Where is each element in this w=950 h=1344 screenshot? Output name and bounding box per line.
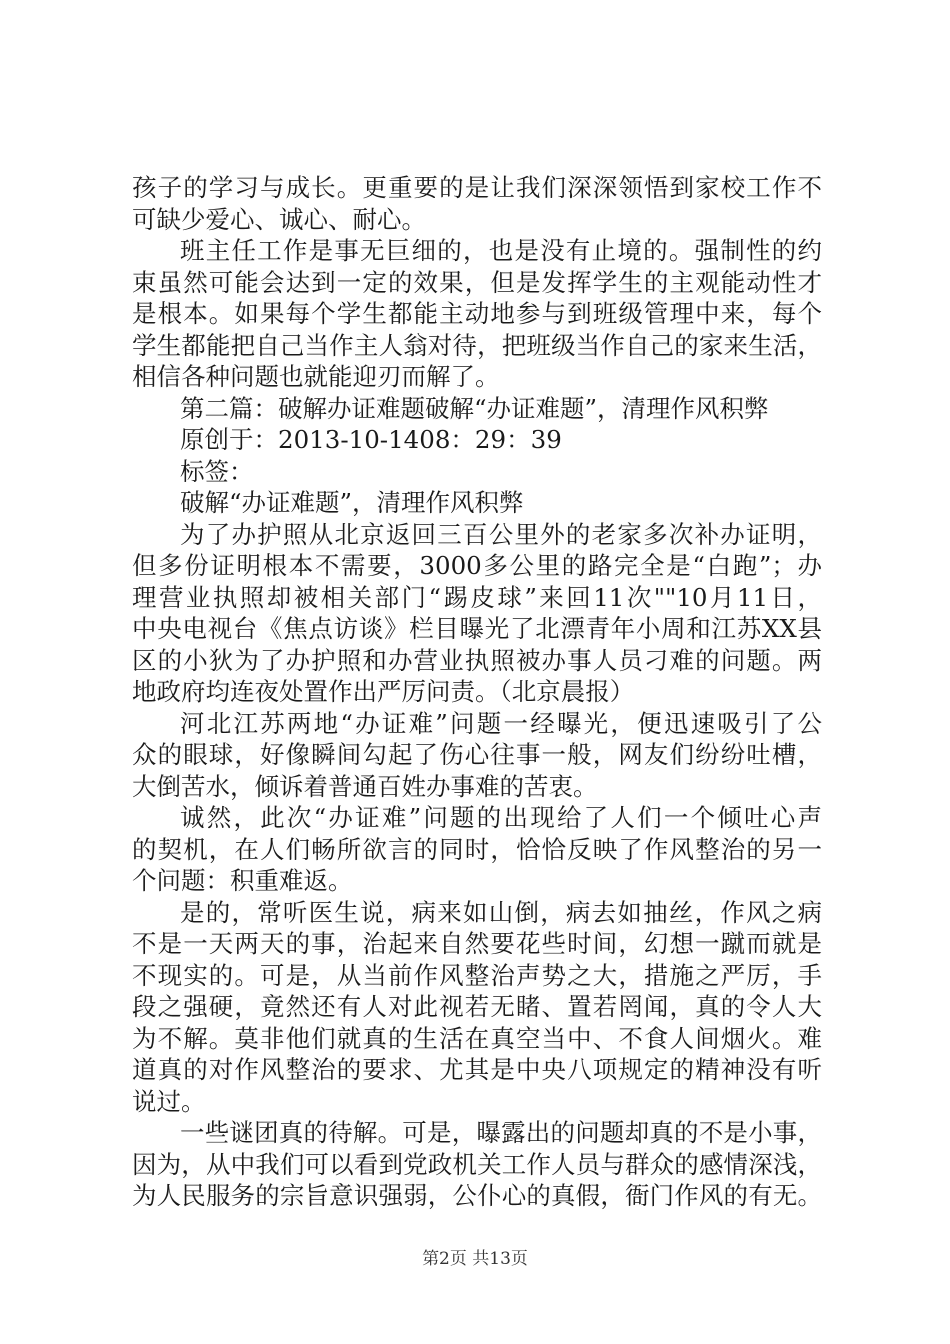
text-line: 的契机，在人们畅所欲言的同时，恰恰反映了作风整治的另一 <box>132 834 822 864</box>
text-line: 标签： <box>180 456 254 486</box>
text-line: 破解“办证难题”，清理作风积弊 <box>180 488 524 517</box>
text-line: 是根本。如果每个学生都能主动地参与到班级管理中来，每个 <box>132 299 822 328</box>
text-line: 但多份证明根本不需要，3000多公里的路完全是“白跑”；办 <box>132 551 822 580</box>
text-line: 是的，常听医生说，病来如山倒，病去如抽丝，作风之病 <box>180 897 822 927</box>
text-line: 束虽然可能会达到一定的效果，但是发挥学生的主观能动性才 <box>132 267 822 297</box>
text-line: 学生都能把自己当作主人翁对待，把班级当作自己的家来生活， <box>132 330 822 360</box>
text-line: 第二篇：破解办证难题破解“办证难题”，清理作风积弊 <box>180 393 769 423</box>
text-line: 相信各种问题也就能迎刃而解了。 <box>132 362 500 391</box>
text-line: 个问题：积重难返。 <box>132 866 353 895</box>
text-line: 可缺少爱心、诚心、耐心。 <box>132 204 426 234</box>
text-line: 理营业执照却被相关部门“踢皮球”来回11次""10月11日， <box>132 582 822 612</box>
text-line: 原创于：2013-10-1408：29：39 <box>180 425 562 454</box>
text-line: 众的眼球，好像瞬间勾起了伤心往事一般，网友们纷纷吐槽， <box>132 740 822 769</box>
text-line: 为人民服务的宗旨意识强弱，公仆心的真假，衙门作风的有无。 <box>132 1181 822 1210</box>
page-footer: 第2页 共13页 <box>422 1249 528 1269</box>
text-line: 河北江苏两地“办证难”问题一经曝光，便迅速吸引了公 <box>180 708 822 738</box>
text-line: 段之强硬，竟然还有人对此视若无睹、置若罔闻，真的令人大 <box>132 992 822 1021</box>
text-line: 中央电视台《焦点访谈》栏目曝光了北漂青年小周和江苏XX县 <box>132 614 822 643</box>
text-line: 班主任工作是事无巨细的，也是没有止境的。强制性的约 <box>180 236 822 265</box>
document-body <box>132 172 822 1212</box>
text-line: 孩子的学习与成长。更重要的是让我们深深领悟到家校工作不 <box>132 173 822 202</box>
text-line: 大倒苦水，倾诉着普通百姓办事难的苦衷。 <box>132 771 598 801</box>
text-line: 诚然，此次“办证难”问题的出现给了人们一个倾吐心声 <box>180 803 822 832</box>
text-line: 说过。 <box>132 1086 206 1116</box>
text-line: 不现实的。可是，从当前作风整治声势之大，措施之严厉，手 <box>132 960 822 990</box>
text-line: 地政府均连夜处置作出严厉问责。（北京晨报） <box>132 677 635 706</box>
text-line: 为不解。莫非他们就真的生活在真空当中、不食人间烟火。难 <box>132 1023 822 1053</box>
text-line: 因为，从中我们可以看到党政机关工作人员与群众的感情深浅， <box>132 1149 822 1179</box>
text-line: 为了办护照从北京返回三百公里外的老家多次补办证明， <box>180 519 822 549</box>
text-line: 区的小狄为了办护照和办营业执照被办事人员刁难的问题。两 <box>132 645 822 675</box>
text-line: 道真的对作风整治的要求、尤其是中央八项规定的精神没有听 <box>132 1055 822 1084</box>
text-line: 不是一天两天的事，治起来自然要花些时间，幻想一蹴而就是 <box>132 929 822 958</box>
text-line: 一些谜团真的待解。可是，曝露出的问题却真的不是小事， <box>180 1118 822 1147</box>
